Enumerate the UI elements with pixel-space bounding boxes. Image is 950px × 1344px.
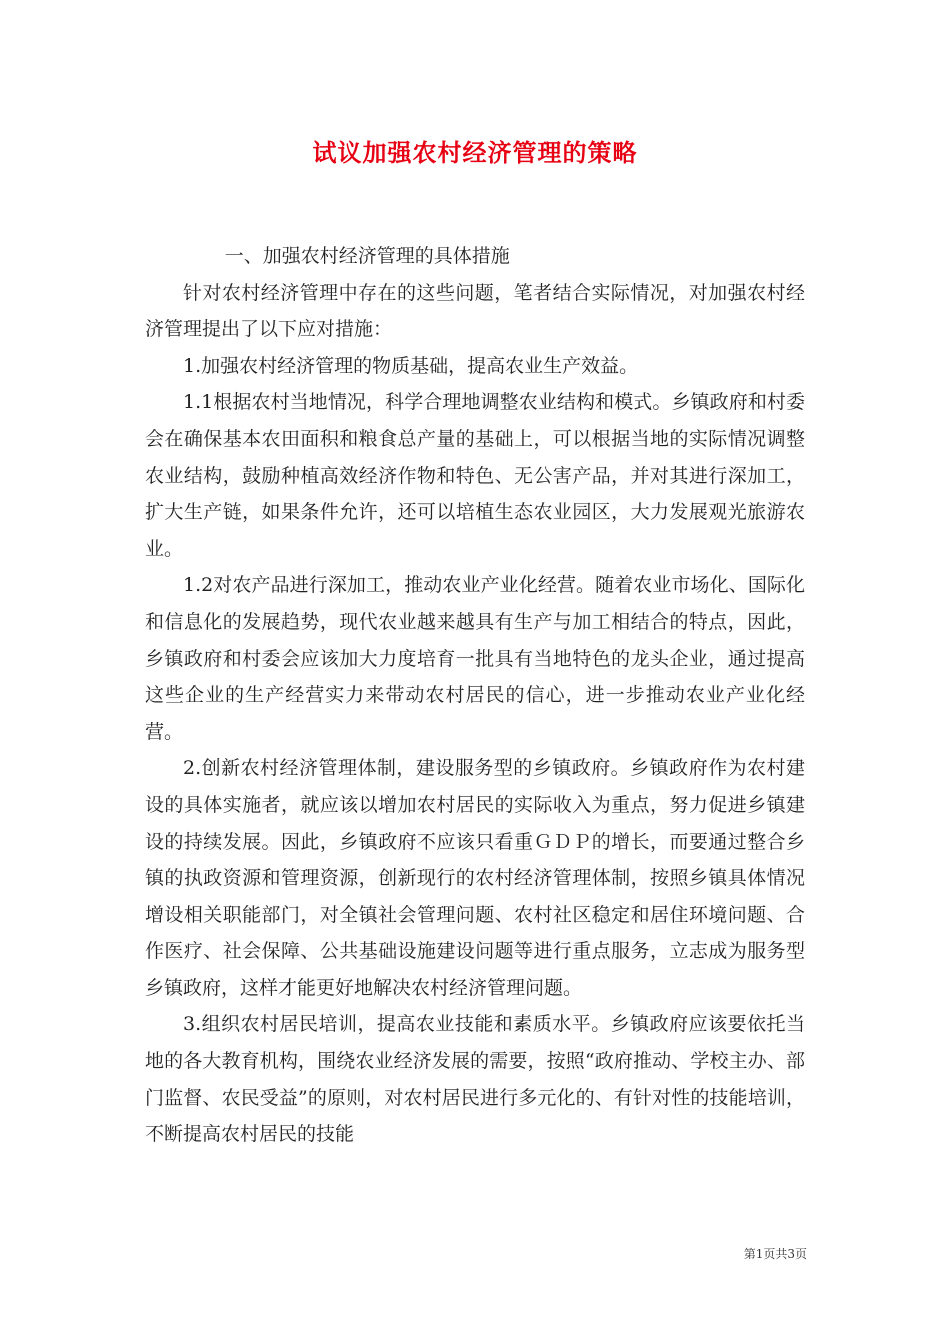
paragraph-point-1: 1.加强农村经济管理的物质基础，提高农业生产效益。	[183, 354, 639, 377]
paragraph-intro: 针对农村经济管理中存在的这些问题，笔者结合实际情况，对加强农村经济管理提出了以下应对措施：	[145, 281, 805, 341]
paragraph-point-2: 2.创新农村经济管理体制，建设服务型的乡镇政府。乡镇政府作为农村建设的具体实施者，就应该以增加农村居民的实际收入为重点，努力促进乡镇建设的持续发展。因此，乡镇政府不应该只看重ＧＤＰ的增长，而要通过整合乡镇的执政资源和管理资源，创新现行的农村经济管理体制，按照乡镇具体情况增设相关职能部门，对全镇社会管理问题、农村社区稳定和居住环境问题、合作医疗、社会保障、公共基础设施建设问题等进行重点服务，立志成为服务型乡镇政府，这样才能更好地解决农村经济管理问题。	[145, 757, 805, 999]
paragraph-point-1-2: 1.2对农产品进行深加工，推动农业产业化经营。随着农业市场化、国际化和信息化的发展趋势，现代农业越来越具有生产与加工相结合的特点，因此，乡镇政府和村委会应该加大力度培育一批具有当地特色的龙头企业，通过提高这些企业的生产经营实力来带动农村居民的信心，进一步推动农业产业化经营。	[145, 574, 805, 743]
document-title: 试议加强农村经济管理的策略	[312, 138, 638, 167]
document-body	[145, 238, 805, 1153]
section-heading: 一、加强农村经济管理的具体措施	[224, 245, 510, 267]
paragraph-point-1-1: 1.1根据农村当地情况，科学合理地调整农业结构和模式。乡镇政府和村委会在确保基本农田面积和粮食总产量的基础上，可以根据当地的实际情况调整农业结构，鼓励种植高效经济作物和特色、无公害产品，并对其进行深加工，扩大生产链，如果条件允许，还可以培植生态农业园区，大力发展观光旅游农业。	[145, 391, 805, 560]
page-indicator: 第1页共3页	[743, 1247, 807, 1261]
paragraph-point-3: 3.组织农村居民培训，提高农业技能和素质水平。乡镇政府应该要依托当地的各大教育机构，围绕农业经济发展的需要，按照“政府推动、学校主办、部门监督、农民受益”的原则，对农村居民进行多元化的、有针对性的技能培训，不断提高农村居民的技能	[145, 1013, 805, 1146]
